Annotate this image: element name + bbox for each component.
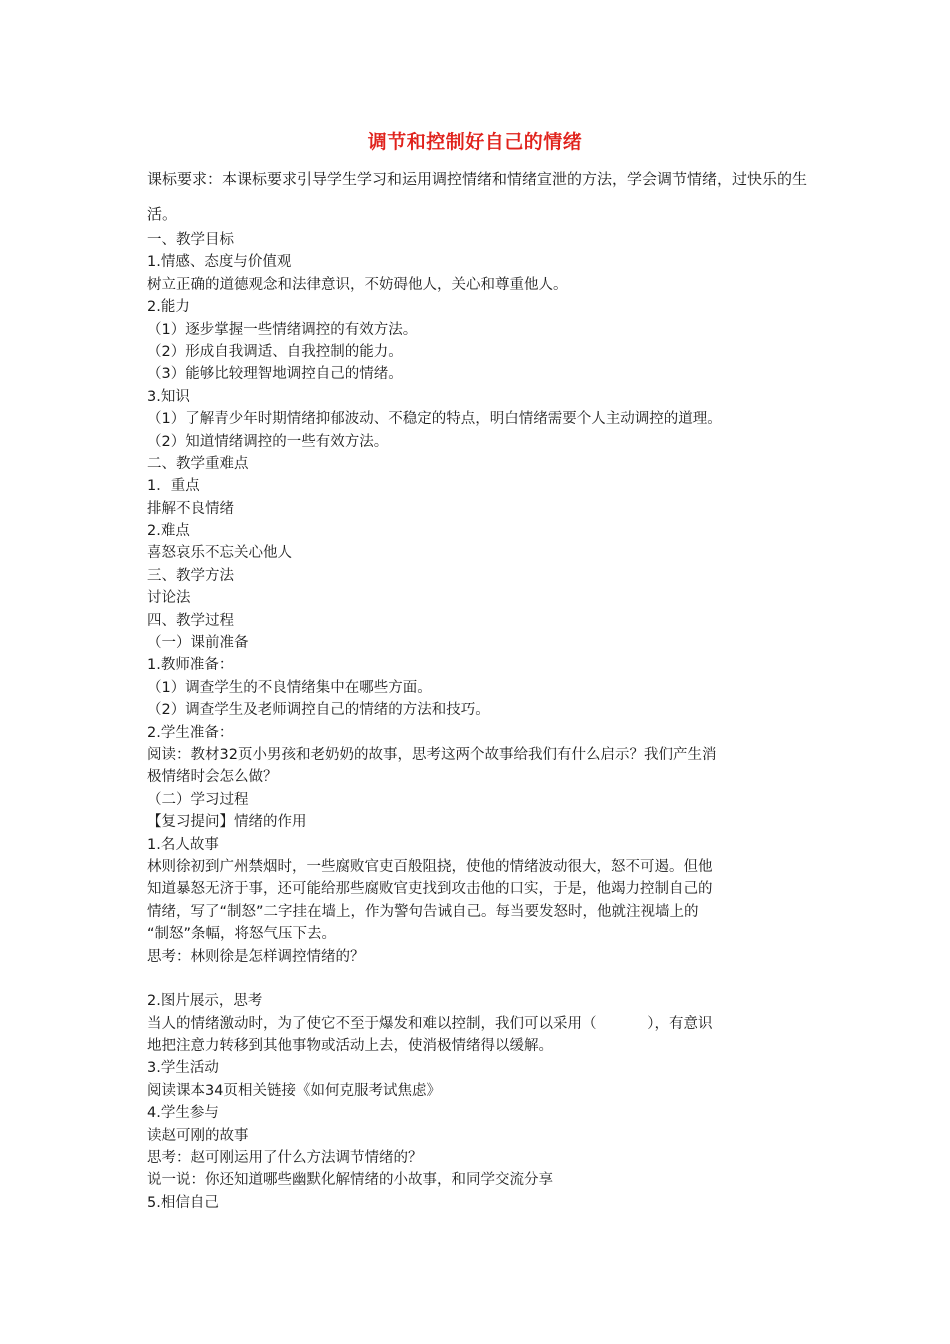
paragraph-line: 【复习提问】情绪的作用 <box>147 814 307 831</box>
blank-line <box>147 968 817 990</box>
section-heading: 四、教学过程 <box>147 612 234 629</box>
list-item: （1）了解青少年时期情绪抑郁波动、不稳定的特点，明白情绪需要个人主动调控的道理。 <box>147 411 722 428</box>
subsection-heading: 2.难点 <box>147 523 190 540</box>
paragraph-line: 说一说：你还知道哪些幽默化解情绪的小故事，和同学交流分享 <box>147 1172 553 1189</box>
subsection-heading: 1.名人故事 <box>147 836 219 853</box>
subsection-heading: 3.知识 <box>147 388 190 405</box>
section-heading: 三、教学方法 <box>147 567 234 584</box>
paragraph-line: 地把注意力转移到其他事物或活动上去，使消极情绪得以缓解。 <box>147 1038 553 1055</box>
list-item: （1）调查学生的不良情绪集中在哪些方面。 <box>147 679 432 696</box>
document-body <box>147 229 817 1214</box>
paragraph-line: 情绪，写了“制怒”二字挂在墙上，作为警句告诫自己。每当要发怒时，他就注视墙上的 <box>147 903 699 920</box>
paragraph-line: 极情绪时会怎么做？ <box>147 769 278 786</box>
section-heading: 一、教学目标 <box>147 232 234 248</box>
subsection-heading: 2.能力 <box>147 299 190 316</box>
paragraph-line: 树立正确的道德观念和法律意识，不妨碍他人，关心和尊重他人。 <box>147 276 568 293</box>
curriculum-requirement: 课标要求：本课标要求引导学生学习和运用调控情绪和情绪宣泄的方法，学会调节情绪，过快乐的生活。 <box>147 170 808 223</box>
list-item: （2）知道情绪调控的一些有效方法。 <box>147 433 389 450</box>
section-heading: 二、教学重难点 <box>147 455 249 472</box>
paragraph-line: 讨论法 <box>147 590 191 607</box>
paragraph-line: 读赵可刚的故事 <box>147 1127 249 1144</box>
subsection-heading: （一）课前准备 <box>147 635 249 652</box>
paragraph-line: 排解不良情绪 <box>147 500 234 517</box>
subsection-heading: （二）学习过程 <box>147 791 249 808</box>
paragraph-line: 阅读课本34页相关链接《如何克服考试焦虑》 <box>147 1082 441 1099</box>
subsection-heading: 2.学生准备： <box>147 724 234 741</box>
list-item: （1）逐步掌握一些情绪调控的有效方法。 <box>147 321 418 338</box>
subsection-heading: 5.相信自己 <box>147 1194 219 1211</box>
subsection-heading: 1.教师准备： <box>147 657 234 674</box>
paragraph-line: 阅读：教材32页小男孩和老奶奶的故事，思考这两个故事给我们有什么启示？我们产生消 <box>147 746 717 763</box>
paragraph-line: 知道暴怒无济于事，还可能给那些腐败官吏找到攻击他的口实，于是，他竭力控制自己的 <box>147 881 713 898</box>
subsection-heading: 4.学生参与 <box>147 1105 219 1122</box>
list-item: （2）调查学生及老师调控自己的情绪的方法和技巧。 <box>147 702 490 719</box>
document-title: 调节和控制好自己的情绪 <box>367 131 583 153</box>
subsection-heading: 2.图片展示，思考 <box>147 993 263 1010</box>
list-item: （3）能够比较理智地调控自己的情绪。 <box>147 366 403 383</box>
subsection-heading: 3.学生活动 <box>147 1060 219 1077</box>
subsection-heading: 1.情感、态度与价值观 <box>147 254 292 271</box>
paragraph-line: 林则徐初到广州禁烟时，一些腐败官吏百般阻挠，使他的情绪波动很大，怒不可遏。但他 <box>147 858 713 875</box>
list-item: （2）形成自我调适、自我控制的能力。 <box>147 343 403 360</box>
paragraph-line: 当人的情绪激动时，为了使它不至于爆发和难以控制，我们可以采用（ ），有意识 <box>147 1015 713 1032</box>
paragraph-line: 喜怒哀乐不忘关心他人 <box>147 545 292 562</box>
paragraph-line: 思考：林则徐是怎样调控情绪的？ <box>147 948 365 965</box>
subsection-heading: 1．重点 <box>147 478 200 495</box>
paragraph-line: 思考：赵可刚运用了什么方法调节情绪的？ <box>147 1150 423 1167</box>
paragraph-line: “制怒”条幅，将怒气压下去。 <box>147 926 337 943</box>
